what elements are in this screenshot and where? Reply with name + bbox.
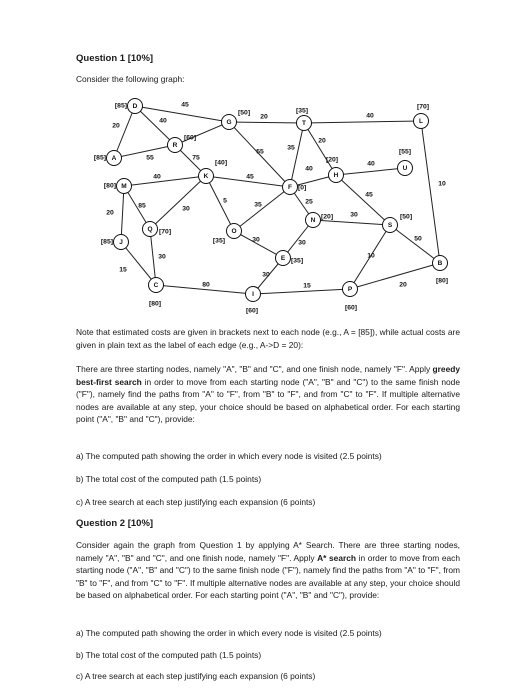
question-2-title: Question 2 [10%] (76, 518, 154, 529)
node-label: J (119, 239, 123, 246)
edge-cost-label: 30 (252, 236, 260, 244)
edge-l-b (421, 121, 440, 263)
node-o (213, 224, 242, 245)
node-heuristic-label: [35] (295, 107, 309, 115)
q2-item-a: a) The computed path showing the order in which every node is visited (2.5 points) (76, 628, 382, 638)
edge-m-j (121, 186, 124, 242)
node-heuristic-label: [85] (114, 102, 127, 110)
node-t (296, 108, 312, 131)
node-heuristic-label: [50] (238, 109, 251, 117)
edge-cost-label: 40 (153, 173, 161, 181)
edge-cost-label: 80 (202, 281, 210, 289)
edge-o-e (234, 231, 283, 258)
node-label: M (121, 183, 127, 190)
question-2-task: Consider again the graph from Question 1 by applying A* Search. There are three starting nodes, namely "A", "B" and "C", and one finish node, namely "F". Apply A* search in order to move from each starting node ("A", "B" and "C") to the same finish node ("F"), namely find the paths from "A" to "F", from "B" to "F", and from "C" to "F". If multiple alternative nodes are available at any step, your choice should be based on alphabetical order. For each starting point ("A", "B" and "C"), provide: (76, 540, 461, 600)
edge-cost-label: 20 (318, 137, 326, 145)
question-1-intro: Consider the following graph: (76, 74, 185, 84)
node-m (104, 179, 132, 194)
edge-cost-label: 40 (305, 165, 313, 173)
edge-cost-label: 20 (260, 113, 268, 121)
node-p (343, 282, 358, 312)
q2-item-b: b) The total cost of the computed path (1.5 points) (76, 650, 262, 660)
node-heuristic-label: [35] (212, 237, 225, 245)
question-1-task: There are three starting nodes, namely "A", "B" and "C", and one finish node, namely "F". Apply greedy best-first search in order to move from each starting node ("A", "B" and "C") to the same finish node ("F"), namely find the paths from "A" to "F", from "B" to "F", and from "C" to "F". If multiple alternative nodes are available at any step, your choice should be based on alphabetical order. For each starting point ("A", "B" and "C"), provide: (76, 364, 460, 424)
edge-cost-label: 75 (192, 154, 200, 162)
node-label: E (280, 255, 286, 262)
node-label: O (231, 228, 237, 235)
node-c (149, 278, 164, 308)
node-heuristic-label: [60] (245, 307, 259, 315)
edge-q-c (150, 229, 156, 285)
node-heuristic-label: [20] (321, 213, 334, 221)
node-label: D (132, 103, 138, 110)
edge-k-o (206, 176, 234, 231)
method-name: A* search (317, 552, 357, 563)
edge-h-s (336, 175, 390, 225)
node-label: K (203, 173, 209, 180)
question-1-title: Question 1 [10%] (76, 53, 154, 64)
edge-k-q (150, 173, 206, 229)
node-heuristic-label: [20] (325, 156, 339, 164)
edge-cost-label: 30 (262, 271, 270, 279)
node-heuristic-label: [85] (100, 238, 113, 246)
node-label: G (226, 119, 232, 126)
node-heuristic-label: [0] (298, 184, 307, 192)
edge-cost-label: 10 (367, 252, 375, 260)
edge-s-b (390, 225, 440, 263)
node-label: R (172, 142, 178, 149)
node-s (383, 214, 413, 233)
node-heuristic-label: [35] (291, 257, 304, 265)
edge-cost-label: 15 (119, 266, 127, 274)
node-label: S (387, 222, 393, 229)
q2-item-c: c) A tree search at each step justifying each expansion (6 points) (76, 671, 316, 681)
node-label: A (111, 155, 117, 162)
graph-note: Note that estimated costs are given in brackets next to each node (e.g., A = [85]), while actual costs are given in plain text as the label of each edge (e.g., A->D = 20): (76, 327, 460, 350)
edge-cost-label: 10 (438, 180, 446, 188)
node-heuristic-label: [70] (159, 228, 172, 236)
edge-cost-label: 20 (112, 122, 120, 130)
edge-cost-label: 40 (159, 117, 167, 125)
edge-cost-label: 45 (246, 173, 254, 181)
edge-cost-label: 40 (367, 160, 375, 168)
edge-cost-label: 45 (365, 191, 373, 199)
node-label: H (333, 172, 339, 179)
edge-t-f (290, 123, 304, 187)
edge-o-f (234, 187, 290, 231)
edge-cost-label: 40 (366, 112, 374, 120)
node-label: I (252, 291, 254, 298)
node-heuristic-label: [80] (435, 277, 449, 285)
method-name: greedy best-first search (76, 364, 460, 387)
edge-m-k (124, 173, 206, 186)
edge-cost-label: 25 (305, 198, 313, 206)
edge-cost-label: 30 (298, 239, 306, 247)
edge-n-s (313, 220, 390, 225)
edge-r-g (175, 122, 229, 145)
node-label: C (153, 282, 159, 289)
edge-h-u (336, 168, 405, 175)
node-j (101, 235, 129, 250)
edge-cost-label: 35 (287, 144, 295, 152)
node-heuristic-label: [60] (344, 304, 358, 312)
node-b (433, 256, 449, 285)
node-f (283, 180, 307, 195)
edge-g-t (229, 122, 304, 123)
edge-i-p (253, 289, 350, 294)
edge-cost-label: 45 (181, 101, 189, 109)
edge-cost-label: 5 (223, 197, 227, 205)
node-i (246, 287, 261, 315)
node-d (115, 99, 143, 114)
node-g (222, 110, 251, 130)
edge-cost-label: 30 (182, 205, 190, 213)
edge-cost-label: 35 (254, 201, 262, 209)
node-heuristic-label: [60] (184, 134, 197, 142)
node-heuristic-label: [55] (398, 148, 412, 156)
node-r (168, 135, 197, 153)
node-u (398, 149, 413, 176)
edge-a-d (114, 106, 135, 158)
node-n (306, 213, 334, 228)
edge-cost-label: 55 (146, 154, 154, 162)
node-label: U (402, 165, 408, 172)
edge-cost-label: 20 (106, 209, 114, 217)
node-k (199, 160, 228, 184)
node-l (414, 104, 430, 129)
edge-a-r (114, 145, 175, 158)
node-heuristic-label: [80] (103, 182, 116, 190)
edge-cost-label: 85 (138, 202, 146, 210)
node-q (143, 222, 172, 237)
q1-item-b: b) The total cost of the computed path (1.5 points) (76, 474, 262, 484)
node-label: P (347, 286, 353, 293)
node-heuristic-label: [80] (148, 300, 162, 308)
node-label: F (288, 184, 292, 191)
node-label: N (310, 217, 316, 224)
q1-item-c: c) A tree search at each step justifying each expansion (6 points) (76, 497, 316, 507)
node-label: L (419, 118, 423, 125)
node-heuristic-label: [50] (400, 213, 413, 221)
node-label: Q (147, 226, 153, 233)
node-e (276, 251, 304, 266)
node-label: T (302, 120, 306, 127)
edge-cost-label: 30 (158, 253, 166, 261)
node-a (94, 151, 122, 166)
edge-cost-label: 55 (256, 148, 264, 156)
node-heuristic-label: [70] (416, 103, 430, 111)
node-h (326, 157, 344, 183)
edge-j-c (121, 242, 156, 285)
edge-t-l (304, 121, 421, 123)
edge-cost-label: 50 (414, 235, 422, 243)
edge-cost-label: 20 (399, 281, 407, 289)
node-heuristic-label: [40] (215, 159, 228, 167)
q1-item-a: a) The computed path showing the order in which every node is visited (2.5 points) (76, 451, 382, 461)
node-heuristic-label: [85] (93, 154, 106, 162)
edge-cost-label: 15 (303, 282, 311, 290)
edge-cost-label: 30 (350, 211, 358, 219)
node-label: B (437, 260, 443, 267)
